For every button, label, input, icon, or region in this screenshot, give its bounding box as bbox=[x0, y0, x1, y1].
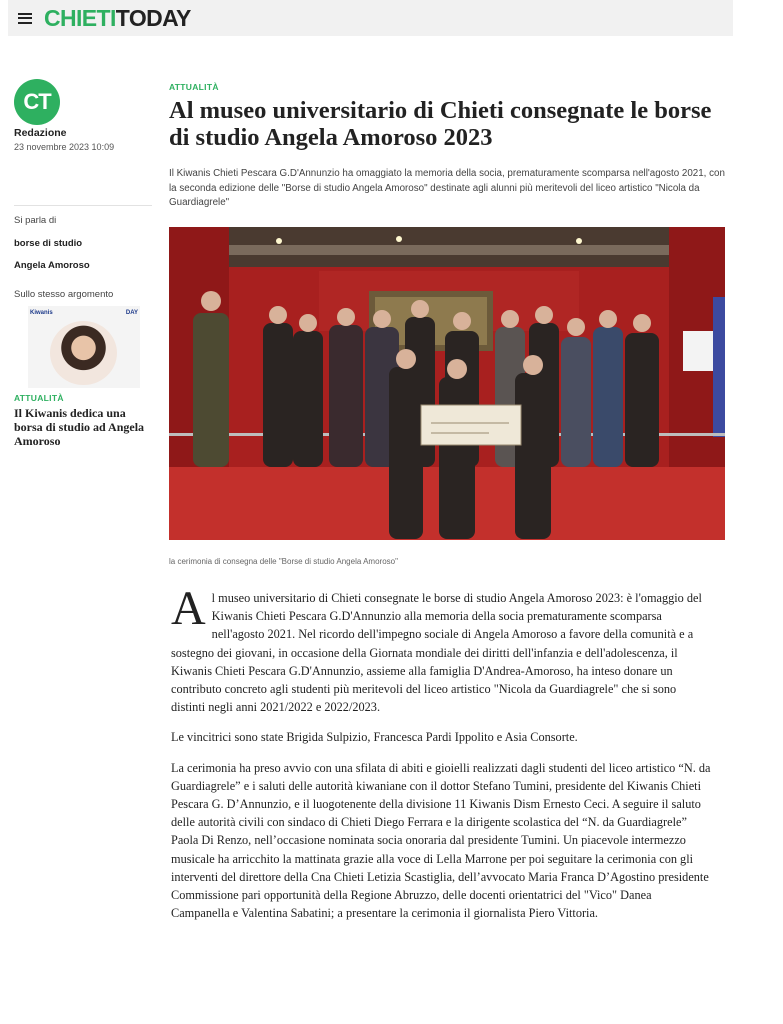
kiwanis-banner-left: Kiwanis bbox=[30, 309, 53, 316]
publish-date: 23 novembre 2023 10:09 bbox=[14, 142, 115, 152]
kiwanis-banner bbox=[28, 306, 140, 319]
article-paragraph-1 bbox=[171, 582, 711, 716]
kiwanis-banner-right: DAY bbox=[125, 309, 138, 316]
article-paragraph-3: La cerimonia ha preso avvio con una sfilata di abiti e gioielli realizzati dagli studenti del liceo artistico “N. da Guardiagrele” e i saluti delle autorità kiwaniane con il dottor Stefano Tumini, presidente del Kiwanis Chieti Pescara G. D’Annunzio, e il luogotenente della divisione 11 Kiwanis Dism Ernesto Ceci. A seguire il saluto delle autorità civili con sindaco di Chieti Diego Ferrara e la dirigente scolastica del “N. da Guardiagrele” Paola Di Renzo, nell’occasione nominata socia onoraria dal presidente Tumini. Un piacevole intermezzo musicale ha arricchito la mattinata grazie alla voce di Lella Marrone per poi seguitare la cerimonia con gli interventi del direttore della Cna Chieti Letizia Scastiglia, dell’avvocato Maria Franca D’Agostino presidente Commissione pari opportunità della Regione Abruzzo, delle docenti orientatrici del "Vico" Danea Campanella e Valentina Sabatini; a presentare la cerimonia il giornalista Piero Vittoria. bbox=[171, 760, 711, 921]
article-category[interactable]: ATTUALITÀ bbox=[169, 82, 219, 92]
related-article-thumbnail[interactable] bbox=[28, 306, 140, 388]
site-header bbox=[8, 0, 733, 36]
article-photo bbox=[169, 227, 725, 540]
tag-borse-di-studio[interactable]: borse di studio bbox=[14, 238, 83, 249]
menu-icon[interactable] bbox=[18, 13, 32, 24]
ceremony-photo-illustration bbox=[169, 227, 725, 540]
photo-caption: la cerimonia di consegna delle "Borse di studio Angela Amoroso" bbox=[169, 557, 398, 566]
portrait-image bbox=[50, 321, 117, 385]
article-summary: Il Kiwanis Chieti Pescara G.D'Annunzio ha omaggiato la memoria della socia, prematuramente scomparsa nell'agosto 2021, con la seconda edizione delle "Borse di studio Angela Amoroso" destinate agli alunni più meritevoli del liceo artistico "Nicola da Guardiagrele" bbox=[169, 168, 725, 208]
tags-label: Si parla di bbox=[14, 215, 57, 226]
tag-angela-amoroso[interactable]: Angela Amoroso bbox=[14, 260, 90, 271]
author-avatar[interactable]: CT bbox=[14, 79, 60, 125]
sidebar-divider bbox=[14, 205, 152, 206]
article-title: Al museo universitario di Chieti consegnate le borse di studio Angela Amoroso 2023 bbox=[169, 97, 712, 151]
related-category[interactable]: ATTUALITÀ bbox=[14, 393, 64, 403]
article-body bbox=[171, 582, 711, 934]
author-name[interactable]: Redazione bbox=[14, 127, 67, 139]
site-logo[interactable] bbox=[44, 4, 191, 31]
logo-part-chieti: CHIETI bbox=[44, 4, 116, 31]
related-label: Sullo stesso argomento bbox=[14, 289, 114, 300]
paragraph-1-text: l museo universitario di Chieti consegnate le borse di studio Angela Amoroso 2023: è l'omaggio del Kiwanis Chieti Pescara G.D'Annunzio alla memoria della socia prematuramente scomparsa nell'agosto 2021. Nel ricordo dell'impegno sociale di Angela Amoroso a favore della comunità e a sostegno dei giovani, in occasione della Giornata mondiale dei diritti dell'infanzia e dell'adolescenza, il Kiwanis Chieti Pescara G.D'Annunzio, assieme alla famiglia D'Andrea-Amoroso, ha inteso donare un contributo concreto agli studenti più meritevoli del liceo artistico "Nicola da Guardiagrele" che si sono distinti negli anni 2021/2022 e 2022/2023. bbox=[171, 591, 702, 715]
dropcap-letter: A bbox=[171, 582, 206, 635]
related-article-title[interactable]: Il Kiwanis dedica una borsa di studio ad Angela Amoroso bbox=[14, 406, 145, 448]
logo-part-today: TODAY bbox=[115, 4, 191, 31]
article-paragraph-2: Le vincitrici sono state Brigida Sulpizio, Francesca Pardi Ippolito e Asia Consorte. bbox=[171, 730, 578, 745]
